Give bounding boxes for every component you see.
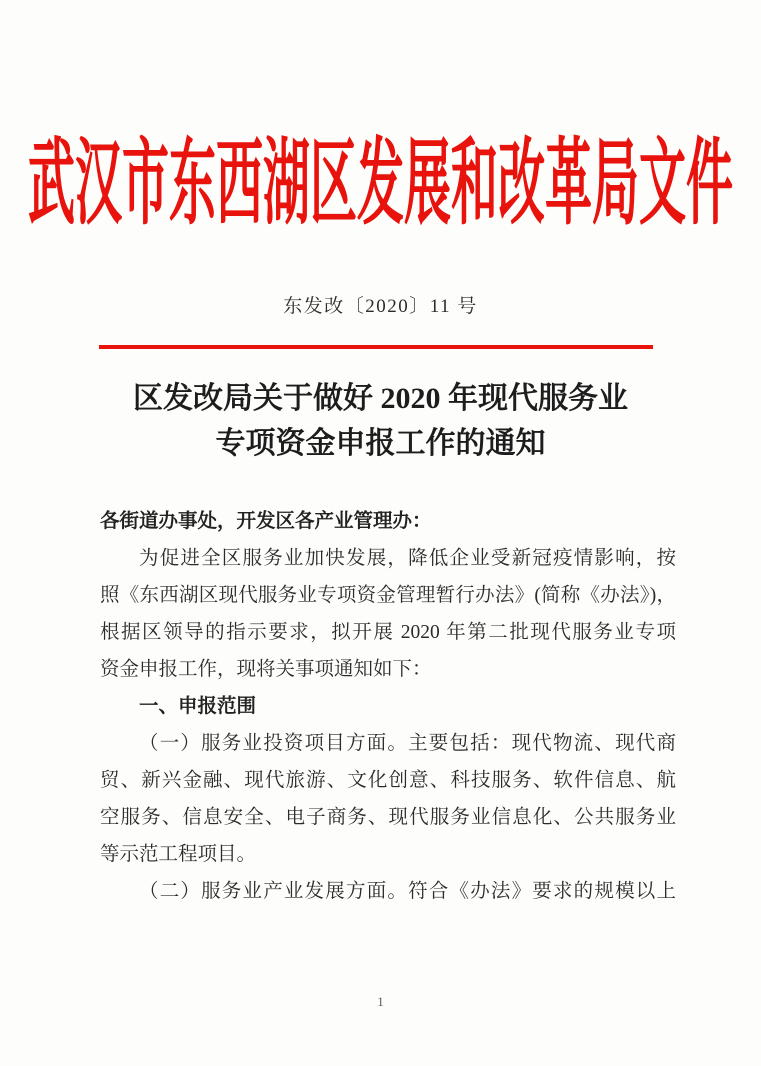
intro-paragraph-line: 根据区领导的指示要求，拟开展 2020 年第二批现代服务业专项 xyxy=(100,622,676,643)
item1-paragraph-line: 空服务、信息安全、电子商务、现代服务业信息化、公共服务业 xyxy=(100,807,676,828)
document-title-line-1: 区发改局关于做好 2020 年现代服务业 xyxy=(133,382,628,415)
red-separator-line xyxy=(99,345,653,349)
agency-title: 武汉市东西湖区发展和改革局文件 xyxy=(28,133,733,237)
document-body xyxy=(100,503,676,910)
item1-paragraph-line: 等示范工程项目。 xyxy=(100,844,257,865)
intro-paragraph-line: 照《东西湖区现代服务业专项资金管理暂行办法》(简称《办法》)， xyxy=(100,585,676,606)
section-heading-1: 一、申报范围 xyxy=(139,696,257,717)
letterhead xyxy=(0,133,761,237)
document-title xyxy=(0,376,761,466)
intro-paragraph-line: 为促进全区服务业加快发展，降低企业受新冠疫情影响，按 xyxy=(139,548,676,569)
document-title-line-2: 专项资金申报工作的通知 xyxy=(215,427,546,460)
intro-paragraph-line: 资金申报工作，现将关事项通知如下： xyxy=(100,659,432,680)
document-number: 东发改〔2020〕11 号 xyxy=(283,296,478,317)
salutation: 各街道办事处，开发区各产业管理办： xyxy=(100,511,432,532)
item1-paragraph-line: （一）服务业投资项目方面。主要包括：现代物流、现代商 xyxy=(139,733,676,754)
page-number: 1 xyxy=(377,994,384,1009)
item1-paragraph-line: 贸、新兴金融、现代旅游、文化创意、科技服务、软件信息、航 xyxy=(100,770,676,791)
item2-paragraph-line: （二）服务业产业发展方面。符合《办法》要求的规模以上 xyxy=(139,881,676,902)
